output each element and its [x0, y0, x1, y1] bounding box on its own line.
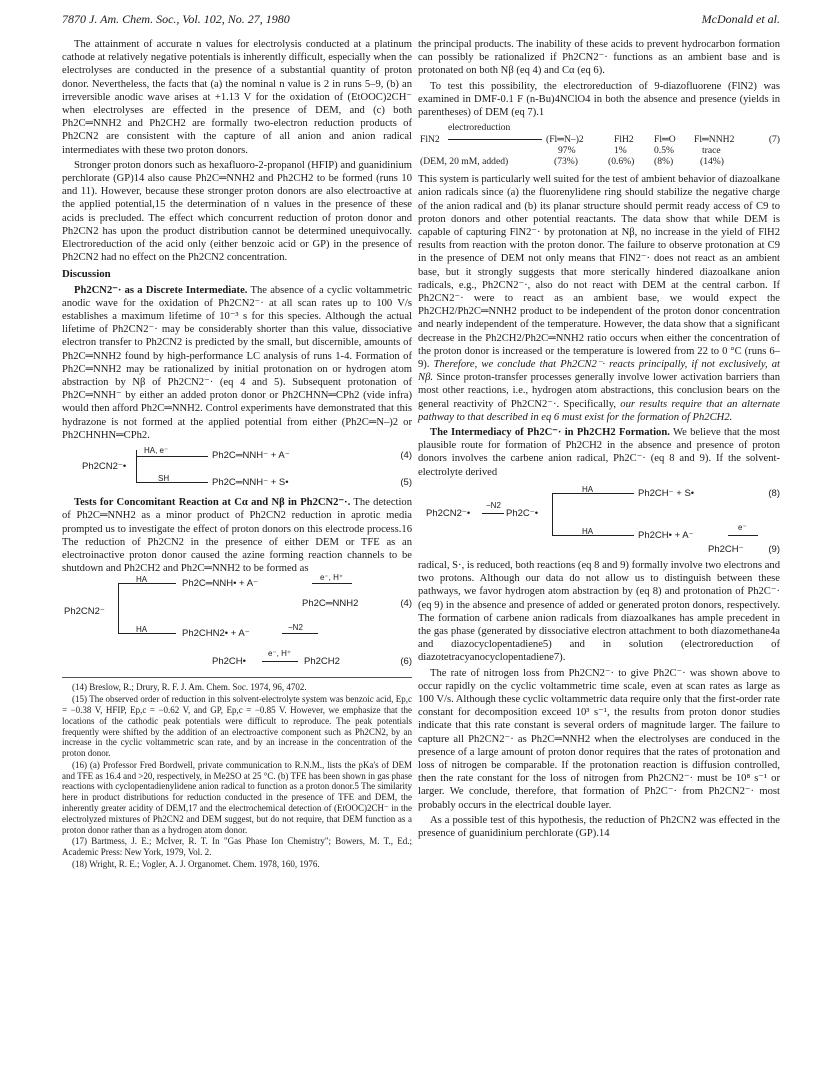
- eq-reactant: Ph2CN2⁻•: [82, 461, 127, 473]
- eq-reactant: FlN2: [420, 134, 440, 146]
- eq-product: Ph2CH⁻ + S•: [638, 487, 695, 499]
- yield: trace: [702, 145, 721, 157]
- arrow-label: −N2: [486, 500, 501, 510]
- paragraph-text: The absence of a cyclic voltammetric anodic wave for the oxidation of Ph2CN2⁻· at all scan rates up to 100 V/s establishes a maximum lifetime of 10⁻³ s for this species. Although the actual lifetime of Ph2CN2⁻· may be considerably shorter than this value, dissociative electron transfer to Ph2CN2 is predicted by the small, but discernible, amounts of Ph2C═NNH2 found by high-performance LC analysis of runs 1-4. Formation of Ph2C═NNH2 may be rationalized by initial protonation on or hydrogen atom abstraction by Nβ of Ph2CN2⁻· (eq 4 and 5). Subsequent protonation of Ph2C═NNH⁻ by either an added proton donor or Ph2CHNN═CPh2 (vide infra) would then afford Ph2C═NNH2. Control experiments have demonstrated that this hydrazone is not formed at the applied potential from either (Ph2C═N–)2 or Ph2CHNHN═CPh2.: [62, 284, 412, 441]
- eq-number: (9): [768, 543, 780, 555]
- eq-intermediate: Ph2C⁻•: [506, 507, 539, 519]
- paragraph: Stronger proton donors such as hexafluoro-2-propanol (HFIP) and guanidinium perchlorate (GP)14 also cause Ph2C═NNH2 and Ph2CH2 to be formed (runs 10 and 11). However, because these stronger proton donors are also electroactive at the applied potential,15 the determination of n values in the presence of these acids is precluded. The effect which concurrent reduction of proton donor and Ph2CN2 has upon the product distribution cannot be determined unequivocally. Electroreduction of the acid only (either benzoic acid or GP) in the presence of Ph2CN2 had no effect on the Ph2CN2 concentration.: [62, 159, 412, 264]
- section-heading-discussion: Discussion: [62, 268, 111, 281]
- run-in-heading: The Intermediacy of Ph2C⁻· in Ph2CH2 Formation.: [430, 427, 670, 439]
- paragraph-text: This system is particularly well suited for the test of ambient behavior of diazoalkane anion radicals since (a) the fluorenylidene ring should stabilize the negative charge of the anion radical and (b) its planar structure should permit ready access of C9 to proton donors and other potential reactants. The data show that while DEM is capable of capturing FlN2⁻· by protonation at Nβ, no increase in the yield of FlH2 results from reaction with the proton donor. The failure to observe protonation at C9 in the presence of DEM not only means that FlN2⁻· does not react as an ambient base, but it strongly suggests that more sterically hindered diazoalkane anion radicals, e.g., Ph2CN2⁻·, also do not react with DEM at the central carbon. If Ph2CN2⁻· were to react as an ambient base, we would expect the Ph2CH2/Ph2C═NNH2 product to be independent of the proton donor concentration and nearly independent of the temperature. However, the data show that a significant decrease in the Ph2CH2/Ph2C═NNH2 ratio occurs when either the concentration of the proton donor is increased or the temperature is lowered from 22 to 0 °C (runs 6–9).: [418, 174, 780, 371]
- author-running-head: McDonald et al.: [701, 12, 780, 26]
- eq-number: (4): [400, 450, 412, 462]
- paragraph: The rate of nitrogen loss from Ph2CN2⁻· to give Ph2C⁻· was shown above to occur rapidly on the cyclic voltammetric time scale, even at scan rates as large as 100 V/s. Although these cyclic voltammetric data require only that the first-order rate constant for decomposition exceed 10³ s⁻¹, the results from proton donor studies indicate that this rate constant is several orders of magnitude larger. The failure to capture all Ph2CN2⁻· as Ph2C═NNH2 when the electrolyses are conduced in the presence of a large amount of proton donor requires that the rates of protonation and loss of nitrogen be comparable. If the protonation reaction is diffusion controlled, then the rate constant for the loss of nitrogen from Ph2CN2⁻· must be 10⁸ s⁻¹ or larger. We conclude, therefore, that formation of Ph2C⁻· from Ph2CN2⁻· most probably occurs in the electrical double layer.: [418, 667, 780, 811]
- footnote: (17) Bartmess, J. E.; McIver, R. T. In "Gas Phase Ion Chemistry"; Bowers, M. T., Ed.; Academic Press: New York, 1979, Vol. 2.: [62, 836, 412, 858]
- emphasis-text: our results require that an alternate pathway to that described in eq 6 must exist for the formation of Ph2CH2.: [418, 398, 781, 423]
- left-column: [62, 38, 412, 871]
- journal-citation: 7870 J. Am. Chem. Soc., Vol. 102, No. 27, 1980: [62, 12, 290, 26]
- condition: (DEM, 20 mM, added): [420, 156, 509, 168]
- paragraph: [418, 426, 780, 479]
- arrow-label: HA: [582, 526, 594, 536]
- eq-number: (8): [768, 487, 780, 499]
- arrow-label: HA: [136, 575, 148, 585]
- arrow-label: HA: [136, 625, 148, 635]
- footnote: (16) (a) Professor Fred Bordwell, private communication to R.N.M., lists the pKa's of DEM and TFE as 16.4 and >20, respectively, in Me2SO at 25 °C. (b) TFE has been shown in gas phase reactions with cyclopentadienylidene anion radical to function as a proton donor.5 The similarity here in product distributions for reduction conducted in the presence of TFE and DEM, the inherently greater acidity of DEM,17 and the electrochemical detection of (EtOOC)2CH⁻ in the electrolyzed mixtures of Ph2CN2 and DEM suggest, but do not require, that DEM function as a proton donor rather than as a hydrogen atom donor.: [62, 759, 412, 835]
- eq-intermediate: Ph2CH• + A⁻: [638, 529, 694, 541]
- yield: (0.6%): [608, 156, 635, 168]
- page-header: [62, 12, 780, 30]
- eq-product: Ph2C═NNH⁻ + A⁻: [212, 450, 290, 462]
- paragraph: To test this possibility, the electroreduction of 9-diazofluorene (FlN2) was examined in DMF-0.1 F (n-Bu)4NClO4 in both the absence and presence (yields in parentheses) of DEM (eq 7).1: [418, 80, 780, 119]
- eq-reactant: Ph2CN2⁻•: [426, 507, 471, 519]
- eq-product: Ph2CH2: [304, 656, 340, 668]
- eq-product: Ph2C═NNH2: [302, 598, 359, 610]
- arrow-label: electroreduction: [448, 122, 511, 134]
- arrow-label: e⁻: [738, 522, 747, 532]
- arrow-label: HA, e⁻: [144, 446, 169, 456]
- eq-number: (5): [400, 477, 412, 489]
- emphasis-text: Therefore, we conclude that Ph2CN2⁻· reacts principally, if not exclusively, at Nβ.: [418, 359, 780, 384]
- footnote: (18) Wright, R. E.; Vogler, A. J. Organomet. Chem. 1978, 160, 1976.: [72, 859, 320, 870]
- eq-product: Fl═O: [654, 134, 676, 146]
- eq-product: Ph2CH⁻: [708, 543, 744, 555]
- footnote: (15) The observed order of reduction in this solvent-electrolyte system was benzoic acid, Ep,c = −0.38 V, HFIP, Ep,c = −0.62 V, and GP, Ep,c = −0.85 V. However, we emphasize that the locations of the cathodic peak potentials were difficult to reproduce. The peak potentials frequently were shifted by the addition of an electroactive component such as Ph2CN2, by an increase in the cyclic voltammetric scan rate, and by an increase in the concentration of the proton donor.: [62, 694, 412, 759]
- arrow-label: HA: [582, 484, 594, 494]
- equation-4-5: [62, 446, 412, 490]
- paragraph: The attainment of accurate n values for electrolysis conducted at a platinum cathode at relatively negative potentials is inherently difficult, especially when the electrolyses are conducted in the presence of a substantial quantity of proton donor. Nevertheless, the facts that (a) the nominal n value is 2 in runs 5–9, (b) an irreversible anodic wave arises at +1.13 V for the oxidation of (EtOOC)2CH⁻ when electrolyses are effected in the presence of DEM, and (c) both Ph2C═NNH2 and Ph2CH2 are formally two-electron reduction products of Ph2CN2 are consistent with the capture of all anion and anion radical intermediates with these two proton donors.: [62, 39, 412, 156]
- eq-intermediate: Ph2C═NNH• + A⁻: [182, 578, 259, 590]
- eq-intermediate: Ph2CH•: [212, 656, 246, 668]
- yield: (14%): [700, 156, 724, 168]
- eq-number: (4): [400, 598, 412, 610]
- eq-number: (7): [768, 134, 780, 146]
- footnote: (14) Breslow, R.; Drury, R. F. J. Am. Chem. Soc. 1974, 96, 4702.: [72, 682, 307, 693]
- arrow-label: e⁻, H⁺: [320, 573, 344, 583]
- arrow-label: e⁻, H⁺: [268, 649, 292, 659]
- paragraph: [62, 496, 412, 575]
- paragraph-text: Since proton-transfer processes generally involve lower activation barriers than most other reactions, i.e., hydrogen atom abstractions, this conclusion bears on the general reactivity of Ph2CN2⁻·. Specifically,: [418, 372, 780, 410]
- eq-reactant: Ph2CN2⁻: [64, 606, 105, 618]
- paragraph: [418, 173, 780, 424]
- eq-product: FlH2: [614, 134, 634, 146]
- yield: 0.5%: [654, 145, 674, 157]
- arrow-label: SH: [158, 474, 170, 484]
- yield: 97%: [558, 145, 576, 157]
- yield: (73%): [554, 156, 578, 168]
- yield: (8%): [654, 156, 674, 168]
- equation-4-6: [62, 573, 412, 671]
- equation-8-9: [418, 483, 780, 553]
- footnotes: [62, 677, 412, 870]
- right-column: [418, 38, 780, 842]
- arrow-label: −N2: [288, 623, 303, 633]
- run-in-heading: Ph2CN2⁻· as a Discrete Intermediate.: [74, 284, 248, 296]
- eq-product: Fl═NNH2: [694, 134, 735, 146]
- eq-product: Ph2C═NNH⁻ + S•: [212, 477, 289, 489]
- paragraph-text: We believe that the most plausible route for formation of Ph2CH2 in the absence and presence of proton donors involves the carbene anion radical, Ph2C⁻· (eq 8 and 9). If the solvent-electrolyte derived: [418, 427, 780, 478]
- eq-number: (6): [400, 656, 412, 668]
- paragraph: As a possible test of this hypothesis, the reduction of Ph2CN2 was effected in the presence of guanidinium perchlorate (GP).14: [418, 814, 780, 839]
- eq-intermediate: Ph2CHN2• + A⁻: [182, 628, 250, 640]
- equation-7: [418, 123, 780, 167]
- paragraph: the principal products. The inability of these acids to prevent hydrocarbon formation can possibly be rationalized if Ph2CN2⁻· functions as an ambient base and is protonated on both Nβ (eq 4) and Cα (eq 6).: [418, 39, 780, 77]
- eq-product: (Fl═N–)2: [546, 134, 584, 146]
- paragraph: [62, 284, 412, 442]
- paragraph-text: The detection of Ph2C═NNH2 as a minor product of Ph2CN2 reduction in aprotic media prompted us to investigate the effect of proton donors on this electrode process.16 The reduction of Ph2CN2 in the presence of either DEM or TFE as an electroinactive proton donor caused the azine forming reaction channels to be shutdown and Ph2CH2 and Ph2C═NNH2 to be formed as: [62, 497, 413, 575]
- yield: 1%: [614, 145, 627, 157]
- paragraph: radical, S·, is reduced, both reactions (eq 8 and 9) formally involve two electrons and two protons. Although our data do not allow us to distinguish between these pathways, we favor hydrogen atom abstraction by (eq 8) and protonation of Ph2C⁻· (eq 9) in the absence and presence of added or generated proton donors, respectively. The formation of carbene anion radicals from diazoalkanes has ample precedent in the gas phase (generated by dissociative electron attachment to both diazomethane4a and diazocyclopentadiene5) and in solution (electroreduction of diazotetracyanocyclopentadiene7).: [418, 559, 780, 664]
- run-in-heading: Tests for Concomitant Reaction at Cα and Nβ in Ph2CN2⁻·.: [74, 497, 351, 509]
